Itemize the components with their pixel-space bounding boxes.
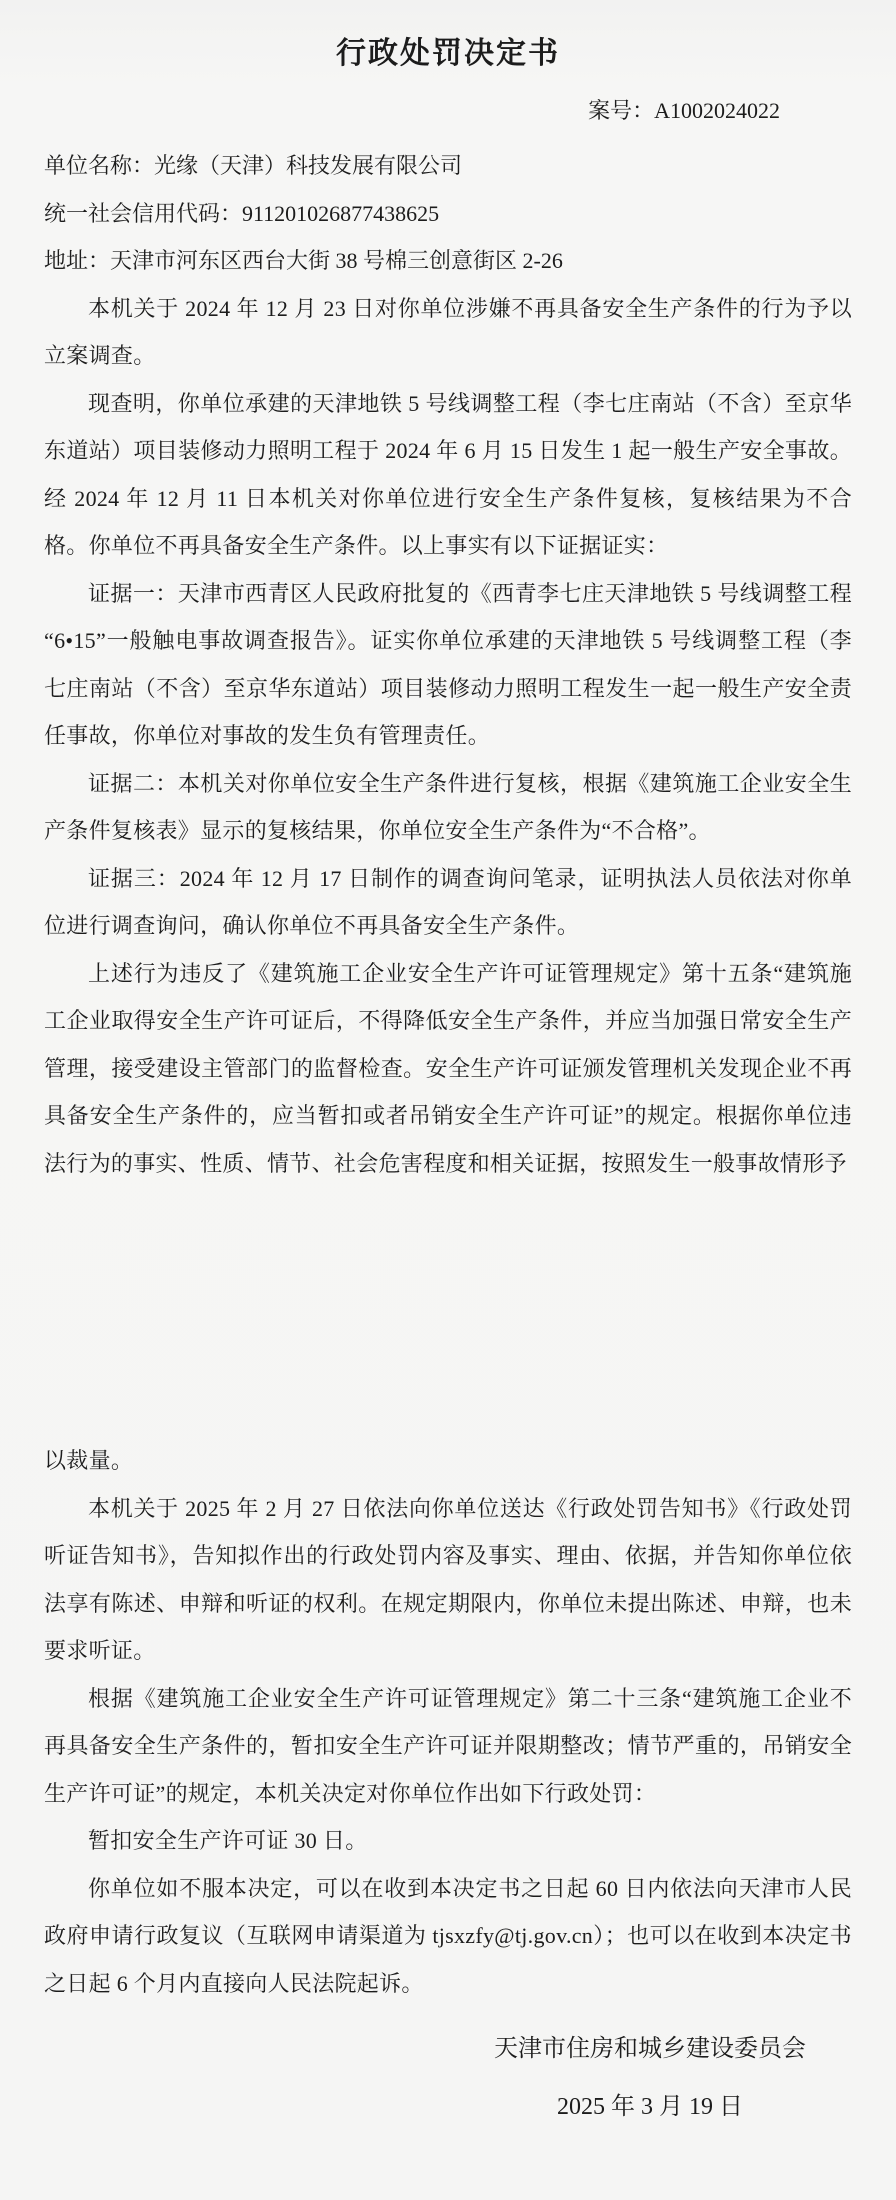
paragraph-violation-continuation: 以裁量。 [44,1448,134,1473]
document-title: 行政处罚决定书 [336,37,560,70]
paragraph-legal-basis: 根据《建筑施工企业安全生产许可证管理规定》第二十三条“建筑施工企业不再具备安全生产条件的，暂扣安全生产许可证并限期整改；情节严重的，吊销安全生产许可证”的规定，本机关决定对你单位作出如下行政处罚： [44,1685,852,1806]
paragraph-case-filing: 本机关于 2024 年 12 月 23 日对你单位涉嫌不再具备安全生产条件的行为予以立案调查。 [44,295,852,368]
paragraph-violation: 上述行为违反了《建筑施工企业安全生产许可证管理规定》第十五条“建筑施工企业取得安全生产许可证后，不得降低安全生产条件，并应当加强日常安全生产管理，接受建设主管部门的监督检查。安全生产许可证颁发管理机关发现企业不再具备安全生产条件的，应当暂扣或者吊销安全生产许可证”的规定。根据你单位违法行为的事实、性质、情节、社会危害程度和相关证据，按照发生一般事故情形予 [44,960,852,1176]
issue-date: 2025 年 3 月 19 日 [557,2094,743,2120]
page-break-gap [44,1187,852,1437]
paragraph-penalty-decision: 暂扣安全生产许可证 30 日。 [88,1828,368,1853]
address-line: 地址：天津市河东区西台大街 38 号棉三创意街区 2-26 [44,248,563,273]
signature-inner [494,2029,806,2127]
paragraph-evidence-1: 证据一：天津市西青区人民政府批复的《西青李七庄天津地铁 5 号线调整工程“6•15”一般触电事故调查报告》。证实你单位承建的天津地铁 5 号线调整工程（李七庄南站（不含）至京华东道站）项目装修动力照明工程发生一起一般生产安全责任事故，你单位对事故的发生负有管理责任。 [44,580,852,748]
paragraph-evidence-3: 证据三：2024 年 12 月 17 日制作的调查询问笔录，证明执法人员依法对你单位进行调查询问，确认你单位不再具备安全生产条件。 [44,865,852,938]
unit-name-line: 单位名称：光缘（天津）科技发展有限公司 [44,153,463,178]
paragraph-notification: 本机关于 2025 年 2 月 27 日依法向你单位送达《行政处罚告知书》《行政处罚听证告知书》，告知拟作出的行政处罚内容及事实、理由、依据，并告知你单位依法享有陈述、申辩和听证的权利。在规定期限内，你单位未提出陈述、申辩，也未要求听证。 [44,1495,852,1663]
paragraph-appeal-rights: 你单位如不服本决定，可以在收到本决定书之日起 60 日内依法向天津市人民政府申请行政复议（互联网申请渠道为 tjsxzfy@tj.gov.cn）；也可以在收到本决定书之日起 6 个月内直接向人民法院起诉。 [44,1875,852,1996]
paragraph-evidence-2: 证据二：本机关对你单位安全生产条件进行复核，根据《建筑施工企业安全生产条件复核表》显示的复核结果，你单位安全生产条件为“不合格”。 [44,770,852,843]
party-info-block [44,142,852,285]
issuing-authority: 天津市住房和城乡建设委员会 [494,2036,806,2062]
document-body [44,285,852,2008]
paragraph-findings: 现查明，你单位承建的天津地铁 5 号线调整工程（李七庄南站（不含）至京华东道站）项目装修动力照明工程于 2024 年 6 月 15 日发生 1 起一般生产安全事故。经 2024 年 12 月 11 日本机关对你单位进行安全生产条件复核，复核结果为不合格。你单位不再具备安全生产条件。以上事实有以下证据证实： [44,390,852,558]
signature-block [44,2029,852,2127]
credit-code-line: 统一社会信用代码：911201026877438625 [44,200,440,226]
case-number: 案号：A1002024022 [588,98,780,123]
